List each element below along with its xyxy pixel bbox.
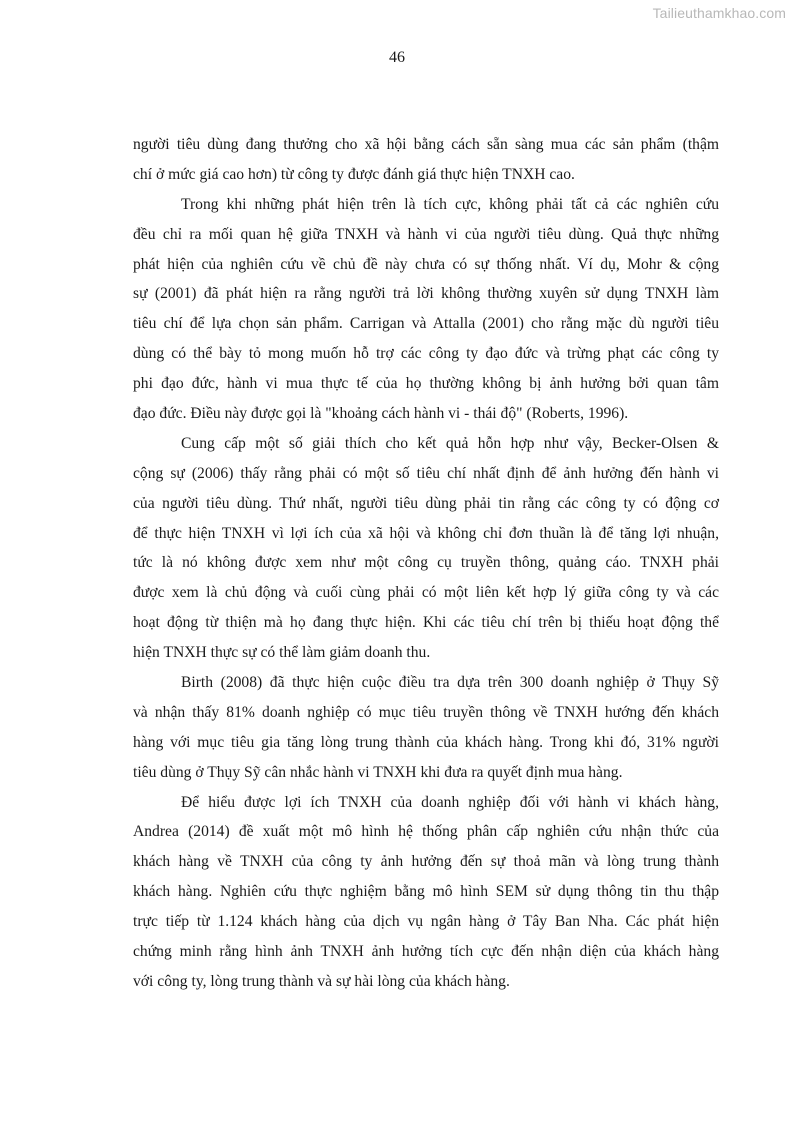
text-line: cộng sự (2006) thấy rằng phải có một số tiêu chí nhất định để ảnh hưởng đến hành vi — [133, 464, 719, 482]
text-line: để thực hiện TNXH vì lợi ích của xã hội và không chỉ đơn thuần là để tăng lợi nhuận, — [133, 524, 719, 542]
text-line: Andrea (2014) đề xuất một mô hình hệ thống phân cấp nghiên cứu nhận thức của — [133, 823, 719, 841]
text-line: tiêu dùng ở Thụy Sỹ cân nhắc hành vi TNXH khi đưa ra quyết định mua hàng. — [133, 763, 623, 781]
text-line: sự (2001) đã phát hiện ra rằng người trả lời không thường xuyên sử dụng TNXH làm — [133, 285, 719, 303]
text-line: Để hiểu được lợi ích TNXH của doanh nghiệp đối với hành vi khách hàng, — [181, 793, 719, 811]
text-line: dùng có thể bày tỏ mong muốn hỗ trợ các công ty đạo đức và trừng phạt các công ty — [133, 345, 719, 363]
text-line: hoạt động từ thiện mà họ đang thực hiện. Khi các tiêu chí trên bị thiếu hoạt động thể — [133, 614, 719, 632]
text-line: Trong khi những phát hiện trên là tích cực, không phải tất cả các nghiên cứu — [181, 195, 719, 213]
text-line: tiêu chí để lựa chọn sản phẩm. Carrigan và Attalla (2001) cho rằng mặc dù người tiêu — [133, 315, 719, 333]
page-number: 46 — [389, 49, 405, 66]
text-line: hiện TNXH thực sự có thể làm giảm doanh thu. — [133, 644, 431, 662]
text-line: Birth (2008) đã thực hiện cuộc điều tra dựa trên 300 doanh nghiệp ở Thụy Sỹ — [181, 674, 719, 692]
watermark: Tailieuthamkhao.com — [652, 5, 786, 21]
text-line: và nhận thấy 81% doanh nghiệp có mục tiêu truyền thông về TNXH hướng đến khách — [133, 703, 719, 721]
paragraph — [133, 668, 719, 788]
text-line: đều chỉ ra mối quan hệ giữa TNXH và hành vi của người tiêu dùng. Quả thực những — [133, 225, 719, 243]
text-line: chí ở mức giá cao hơn) từ công ty được đánh giá thực hiện TNXH cao. — [133, 165, 575, 183]
text-line: hàng với mục tiêu gia tăng lòng trung thành của khách hàng. Trong khi đó, 31% người — [133, 733, 719, 751]
text-line: với công ty, lòng trung thành và sự hài lòng của khách hàng. — [133, 972, 510, 990]
text-line: của người tiêu dùng. Thứ nhất, người tiêu dùng phải tin rằng các công ty có động cơ — [133, 494, 719, 512]
paragraph — [133, 429, 719, 668]
text-line: đạo đức. Điều này được gọi là "khoảng cách hành vi - thái độ" (Roberts, 1996). — [133, 405, 629, 423]
text-line: Cung cấp một số giải thích cho kết quả hỗn hợp như vậy, Becker-Olsen & — [181, 434, 719, 452]
document-body — [133, 130, 719, 997]
paragraph — [133, 130, 719, 190]
text-line: phi đạo đức, hành vi mua thực tế của họ thường không bị ảnh hưởng bởi quan tâm — [133, 375, 719, 393]
text-line: chứng minh rằng hình ảnh TNXH ảnh hưởng tích cực đến nhận diện của khách hàng — [133, 943, 719, 961]
text-line: khách hàng. Nghiên cứu thực nghiệm bằng mô hình SEM sử dụng thông tin thu thập — [133, 883, 719, 901]
text-line: tức là nó không được xem như một công cụ truyền thông, quảng cáo. TNXH phải — [133, 554, 719, 572]
text-line: khách hàng về TNXH của công ty ảnh hưởng đến sự thoả mãn và lòng trung thành — [133, 853, 719, 871]
text-line: được xem là chủ động và cuối cùng phải có một liên kết hợp lý giữa công ty và các — [133, 584, 719, 602]
text-line: trực tiếp từ 1.124 khách hàng của dịch vụ ngân hàng ở Tây Ban Nha. Các phát hiện — [133, 913, 719, 931]
text-line: phát hiện của nghiên cứu về chủ đề này chưa có sự thống nhất. Ví dụ, Mohr & cộng — [133, 255, 719, 273]
text-line: người tiêu dùng đang thưởng cho xã hội bằng cách sẵn sàng mua các sản phẩm (thậm — [133, 136, 719, 153]
paragraph — [133, 190, 719, 429]
paragraph — [133, 788, 719, 997]
